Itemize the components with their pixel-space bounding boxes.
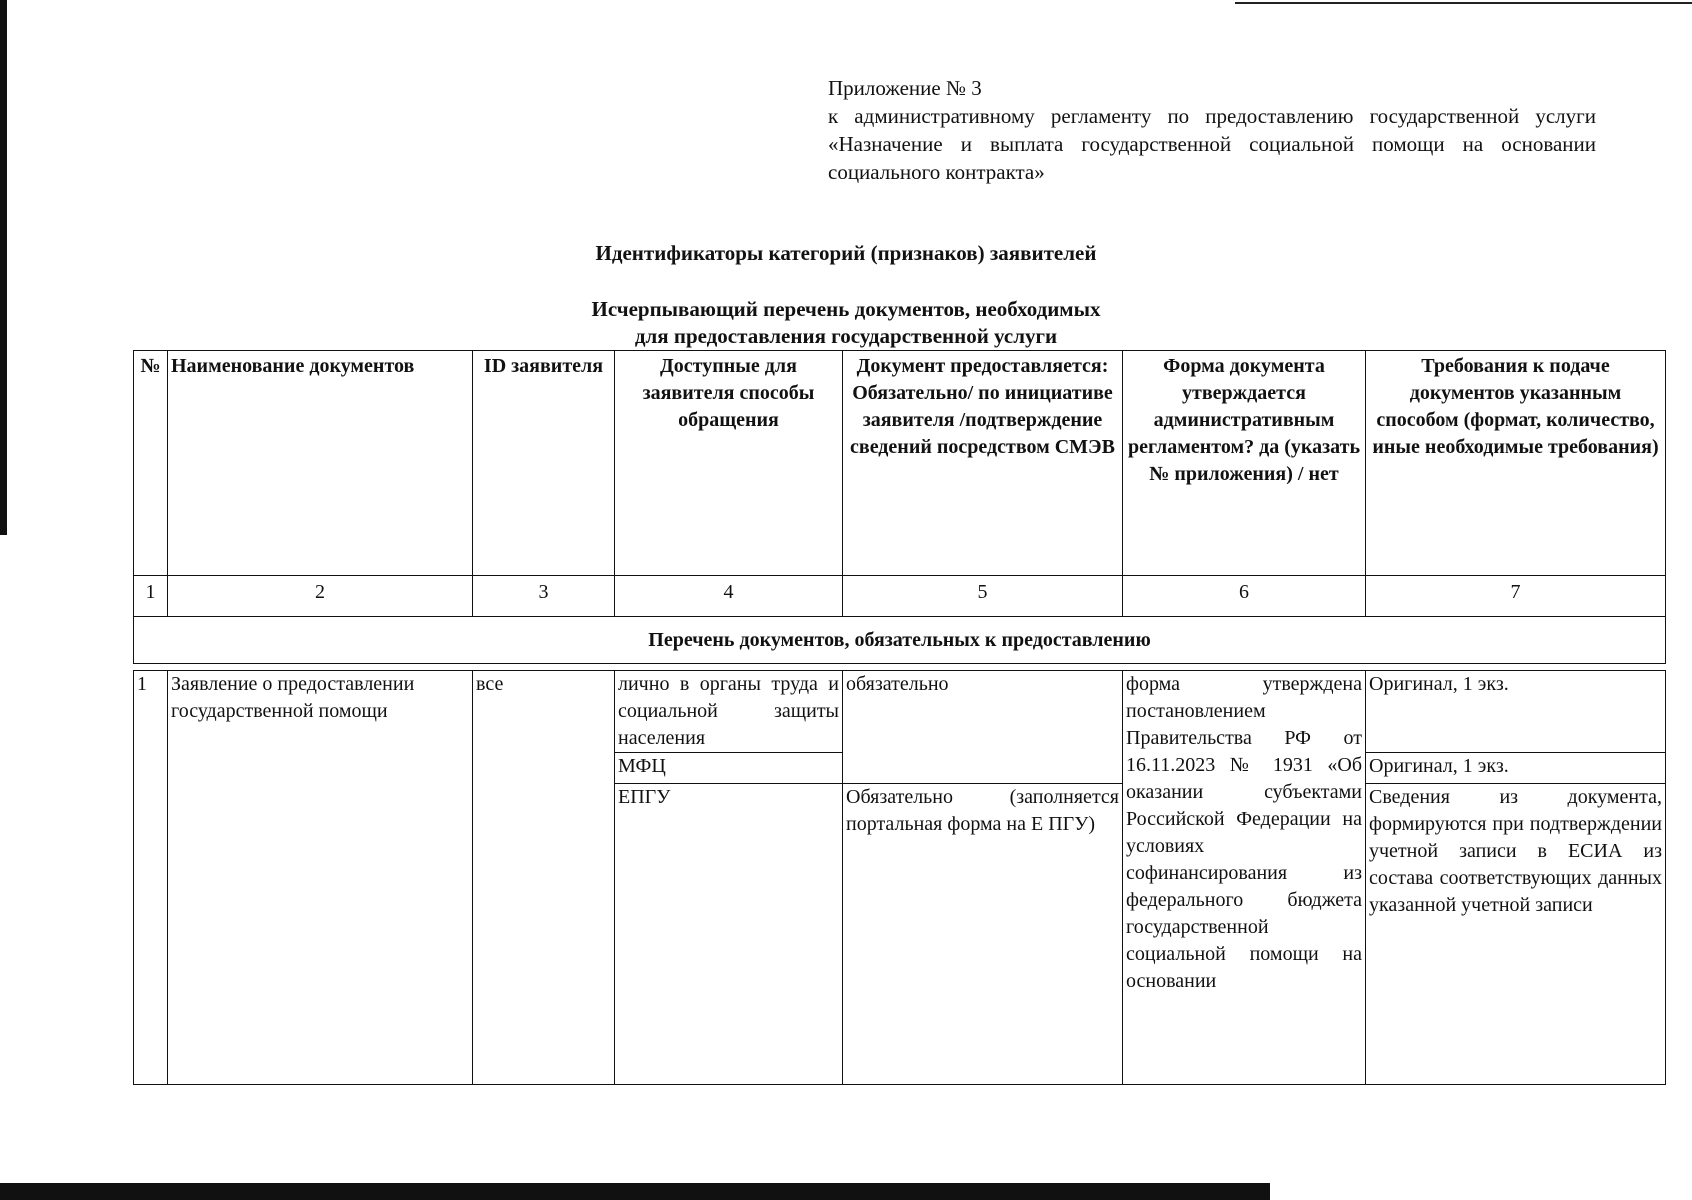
- column-number-row: [134, 576, 1666, 617]
- requirement-esia-data: Сведения из документа, формируются при подтверждении учетной записи в ЕСИА из состава соответствующих данных указанной учетной записи: [1366, 784, 1666, 1085]
- appendix-header: [828, 74, 1596, 186]
- scan-edge-bottom: [0, 1183, 1692, 1200]
- section-title: Перечень документов, обязательных к предоставлению: [134, 617, 1666, 664]
- header-cell-document-name: Наименование документов: [168, 351, 473, 576]
- header-cell-provision: Документ предоставляется: Обязательно/ по инициативе заявителя /подтверждение сведений посредством СМЭВ: [843, 351, 1123, 576]
- document-subtitle-line1: Исчерпывающий перечень документов, необходимых: [591, 297, 1101, 321]
- scan-edge-left: [0, 0, 7, 535]
- section-row: [134, 617, 1666, 664]
- header-cell-form: Форма документа утверждается административным регламентом? да (указать № приложения) / нет: [1123, 351, 1366, 576]
- document-title: Идентификаторы категорий (признаков) заявителей: [595, 241, 1097, 265]
- header-cell-requirements: Требования к подаче документов указанным способом (формат, количество, иные необходимые требования): [1366, 351, 1666, 576]
- requirement-original-1: Оригинал, 1 экз.: [1366, 671, 1666, 753]
- header-cell-channels: Доступные для заявителя способы обращения: [615, 351, 843, 576]
- column-number: 4: [615, 576, 843, 617]
- header-cell-number: №: [134, 351, 168, 576]
- appendix-number: Приложение № 3: [828, 76, 982, 100]
- applicant-id: все: [473, 671, 615, 1085]
- channel-in-person: лично в органы труда и социальной защиты населения: [615, 671, 843, 753]
- row-number: 1: [134, 671, 168, 1085]
- provision-portal-form: Обязательно (заполняется портальная форма на Е ПГУ): [843, 784, 1123, 1085]
- table-row: [134, 671, 1666, 753]
- table-header-row: [134, 351, 1666, 576]
- column-number: 2: [168, 576, 473, 617]
- documents-table: [133, 350, 1666, 1085]
- header-cell-applicant-id: ID заявителя: [473, 351, 615, 576]
- requirement-original-2: Оригинал, 1 экз.: [1366, 753, 1666, 784]
- column-number: 3: [473, 576, 615, 617]
- column-number: 6: [1123, 576, 1366, 617]
- column-number: 5: [843, 576, 1123, 617]
- provision-mandatory: обязательно: [843, 671, 1123, 784]
- spacer-row: [134, 664, 1666, 671]
- column-number: 7: [1366, 576, 1666, 617]
- scan-edge-top: [1235, 2, 1692, 4]
- channel-epgu: ЕПГУ: [615, 784, 843, 1085]
- appendix-reference: к административному регламенту по предоставлению государственной услуги «Назначение и выплата государственной социальной помощи на основании социального контракта»: [828, 104, 1596, 184]
- channel-mfc: МФЦ: [615, 753, 843, 784]
- document-name: Заявление о предоставлении государственной помощи: [168, 671, 473, 1085]
- form-approval: форма утверждена постановлением Правительства РФ от 16.11.2023 № 1931 «Об оказании субъектами Российской Федерации на условиях софинансирования из федерального бюджета государственной социальной помощи на основании: [1123, 671, 1366, 1085]
- document-subtitle-line2: для предоставления государственной услуги: [634, 324, 1058, 348]
- column-number: 1: [134, 576, 168, 617]
